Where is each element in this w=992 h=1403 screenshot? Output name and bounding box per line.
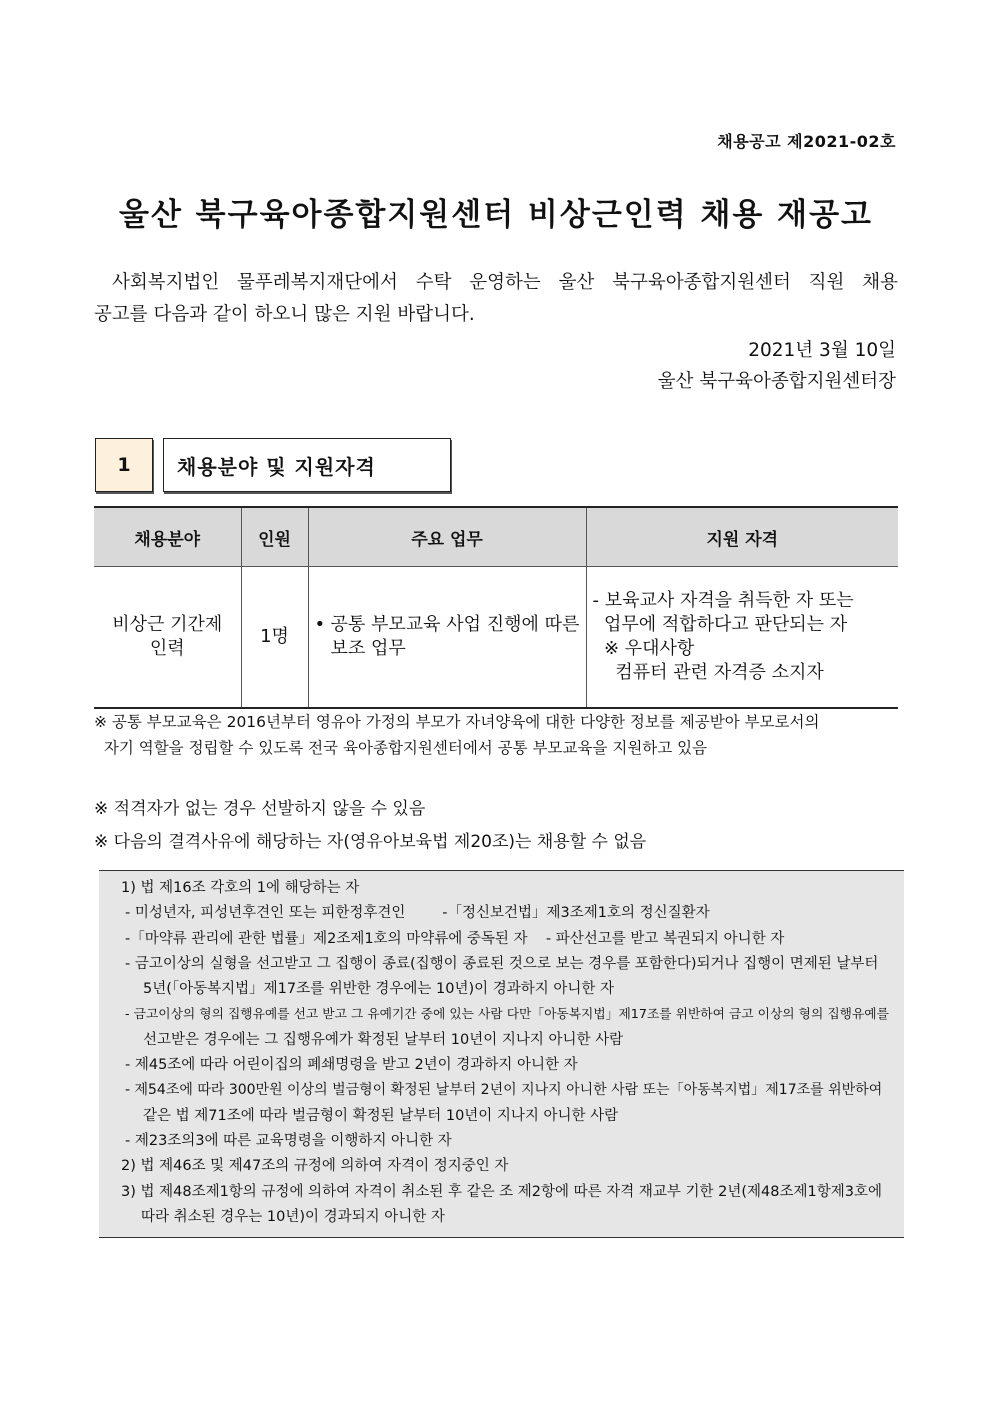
section-title: 채용분야 및 지원자격 [163,438,451,492]
footnote-line-2: 자기 역할을 정립할 수 있도록 전국 육아종합지원센터에서 공통 부모교육을 지원하고 있음 [94,739,708,757]
header-count: 인원 [241,507,308,567]
document-title: 울산 북구육아종합지원센터 비상근인력 채용 재공고 [119,197,873,233]
table-footnote [94,709,904,761]
intro-line-1: 사회복지법인 물푸레복지재단에서 수탁 운영하는 울산 북구육아종합지원센터 직원 채용 [112,272,898,293]
header-field: 채용분야 [94,507,241,567]
intro-line-2: 공고를 다음과 같이 하오니 많은 지원 바랍니다. [94,304,475,325]
disqualification-item: - 금고이상의 실형을 선고받고 그 집행이 종료(집행이 종료된 것으로 보는 경우를 포함한다)되거나 집행이 면제된 날부터 [125,955,879,972]
duty-line-1: 공통 부모교육 사업 진행에 따른 [330,614,580,635]
duty-line-2: 보조 업무 [330,638,406,659]
field-cell [94,567,241,709]
disqualification-item: 1) 법 제16조 각호의 1에 해당하는 자 [121,880,360,896]
qual-line-3: ※ 우대사항 [592,638,695,659]
disqualification-item: - 미성년자, 피성년후견인 또는 피한정후견인 -「정신보건법」제3조제1호의 정신질환자 [125,905,710,922]
header-duty: 주요 업무 [308,507,586,567]
qualification-cell [586,567,898,709]
announcement-date: 2021년 3월 10일 [748,340,896,361]
qual-line-4: 컴퓨터 관련 자격증 소지자 [592,662,824,683]
disqualification-item: 같은 법 제71조에 따라 벌금형이 확정된 날부터 10년이 지나지 아니한 사람 [143,1107,619,1124]
footnote-line-1: ※ 공통 부모교육은 2016년부터 영유아 가정의 부모가 자녀양육에 대한 다양한 정보를 제공받아 부모로서의 [94,713,820,731]
duty-cell [308,567,586,709]
field-line-2: 인력 [149,638,185,659]
disqualification-item: - 제23조의3에 따른 교육명령을 이행하지 아니한 자 [125,1132,452,1149]
disqualification-item: 선고받은 경우에는 그 집행유예가 확정된 날부터 10년이 지나지 아니한 사람 [143,1031,624,1048]
disqualification-item: 2) 법 제46조 및 제47조의 규정에 의하여 자격이 정지중인 자 [121,1158,509,1175]
disqualification-item: - 제54조에 따라 300만원 이상의 벌금형이 확정된 날부터 2년이 지나지 아니한 사람 또는「아동복지법」제17조를 위반하여 [125,1082,883,1099]
disqualification-item: 따라 취소된 경우는 10년)이 경과되지 아니한 자 [141,1208,445,1225]
intro-paragraph [94,267,898,331]
table-row [94,567,898,709]
disqualification-item: 3) 법 제48조제1항의 규정에 의하여 자격이 취소된 후 같은 조 제2항에 따른 자격 재교부 기한 2년(제48조제1항제3호에 [121,1183,882,1200]
recruitment-table [94,506,898,709]
disqualification-item: 5년(「아동복지법」제17조를 위반한 경우에는 10년)이 경과하지 아니한 자 [143,981,615,998]
notice-number: 채용공고 제2021-02호 [717,132,896,151]
qual-line-2: 업무에 적합하다고 판단되는 자 [592,614,848,635]
field-line-1: 비상근 기간제 [112,614,223,635]
table-header-row [94,507,898,567]
qual-line-1: - 보육교사 자격을 취득한 자 또는 [592,590,854,611]
count-cell: 1명 [241,567,308,709]
warning-disqualification: ※ 다음의 결격사유에 해당하는 자(영유아보육법 제20조)는 채용할 수 없음 [94,832,647,852]
disqualification-item: - 금고이상의 형의 집행유예를 선고 받고 그 유예기간 중에 있는 사람 다만「아동복지법」제17조를 위반하여 금고 이상의 형의 집행유예를 [125,1007,889,1023]
bullet-icon: • [314,614,326,635]
warning-no-qualified: ※ 적격자가 없는 경우 선발하지 않을 수 있음 [94,799,426,819]
section-number: 1 [95,438,153,492]
disqualification-box [99,870,904,1238]
signer: 울산 북구육아종합지원센터장 [657,371,896,392]
disqualification-item: - 제45조에 따라 어린이집의 폐쇄명령을 받고 2년이 경과하지 아니한 자 [125,1057,578,1074]
header-qualification: 지원 자격 [586,507,898,567]
disqualification-item: -「마약류 관리에 관한 법률」제2조제1호의 마약류에 중독된 자 - 파산선고를 받고 복권되지 아니한 자 [125,930,785,947]
